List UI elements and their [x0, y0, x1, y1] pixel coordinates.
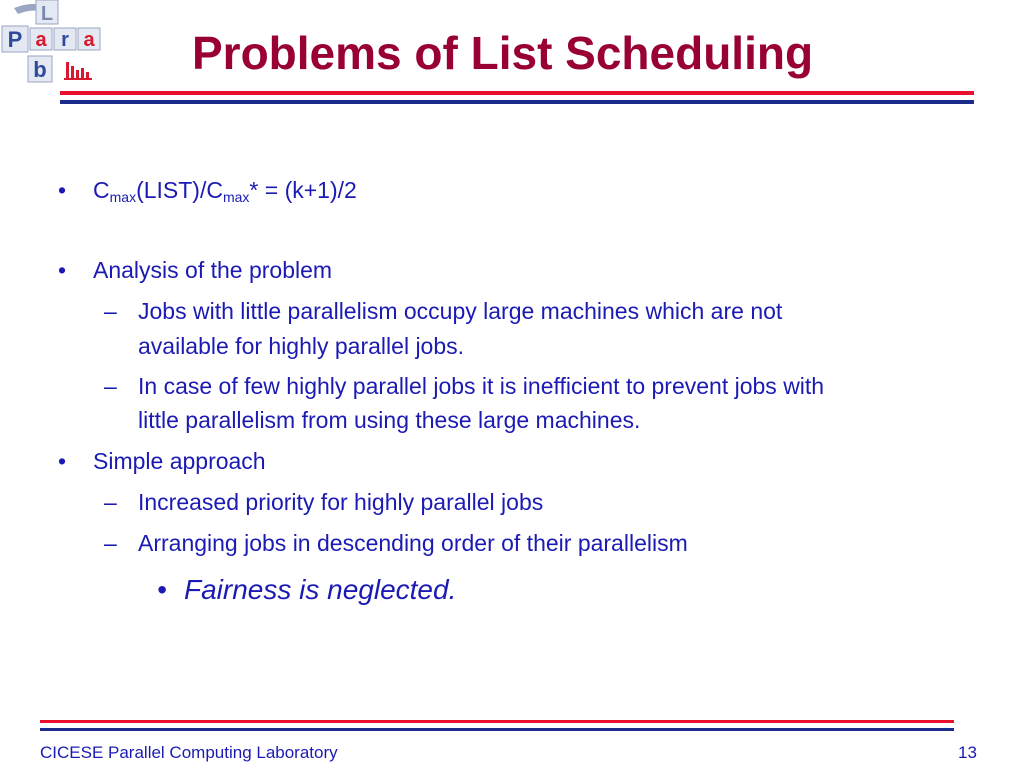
- simple-sub1: Increased priority for highly parallel jobs: [138, 489, 544, 515]
- bullet-marker: •: [157, 574, 167, 605]
- dash-marker: –: [104, 530, 117, 556]
- dash-marker: –: [104, 489, 117, 515]
- formula-c1: C: [93, 177, 110, 203]
- formula-line: [93, 175, 357, 205]
- formula-mid: (LIST)/C: [136, 177, 223, 203]
- logo-letter-a2: a: [83, 29, 95, 51]
- footer-lab-name: CICESE Parallel Computing Laboratory: [40, 743, 338, 762]
- logo-letter-l: L: [40, 3, 54, 25]
- bullet-marker: •: [58, 448, 67, 474]
- bullet-marker: •: [58, 177, 67, 203]
- page-number: 13: [958, 743, 977, 762]
- formula-sub2: max: [222, 189, 250, 205]
- formula-end: * = (k+1)/2: [249, 177, 357, 203]
- bullet-marker: •: [58, 257, 67, 283]
- analysis-sub2-line2: little parallelism from using these large machines.: [138, 407, 641, 433]
- footer-rule-red: [40, 720, 954, 723]
- logo-letter-p: P: [7, 27, 23, 52]
- footer-rule-blue: [40, 728, 954, 731]
- dash-marker: –: [104, 298, 117, 324]
- logo-letter-r: r: [61, 29, 69, 51]
- analysis-sub2-line1: In case of few highly parallel jobs it is inefficient to prevent jobs with: [138, 373, 825, 399]
- simple-subsub1: Fairness is neglected.: [184, 574, 457, 605]
- logo-letter-b: b: [33, 57, 47, 82]
- simple-label: Simple approach: [93, 448, 266, 474]
- analysis-sub1-line2: available for highly parallel jobs.: [138, 333, 465, 359]
- dash-marker: –: [104, 373, 117, 399]
- analysis-sub1-line1: Jobs with little parallelism occupy large machines which are not: [138, 298, 783, 324]
- logo-letter-a1: a: [35, 29, 47, 51]
- slide-title: Problems of List Scheduling: [192, 27, 814, 79]
- simple-sub2: Arranging jobs in descending order of their parallelism: [138, 530, 688, 556]
- analysis-label: Analysis of the problem: [93, 257, 333, 283]
- formula-sub1: max: [109, 189, 137, 205]
